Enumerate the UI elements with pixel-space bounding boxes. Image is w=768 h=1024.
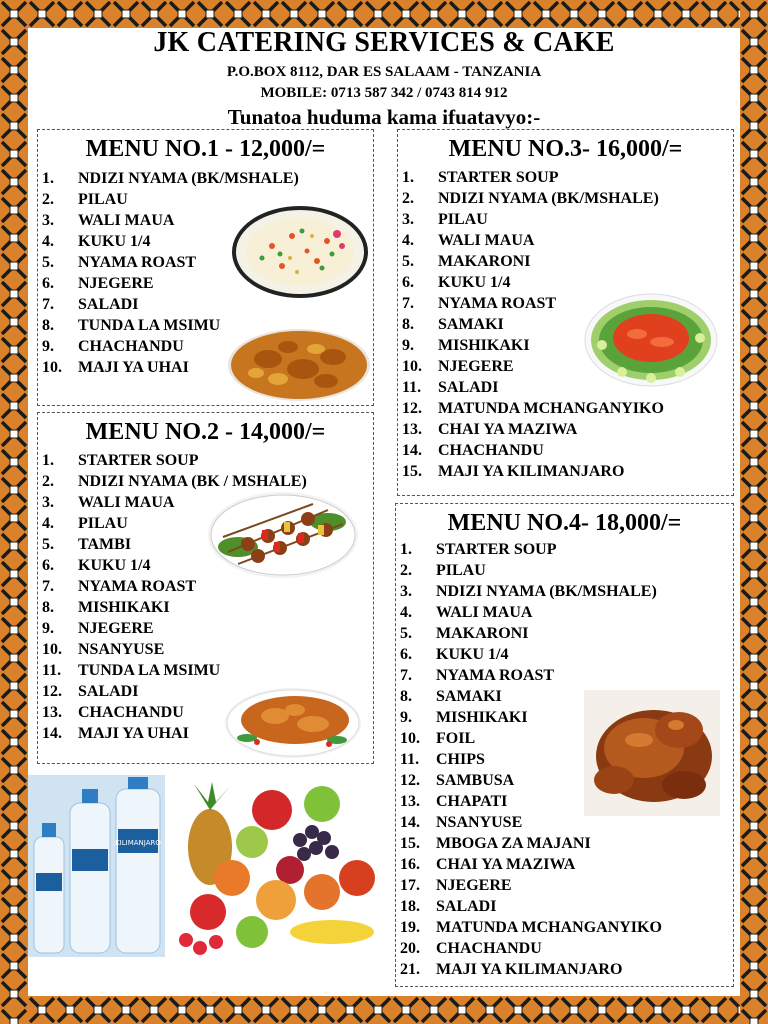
fried-dish-photo <box>225 688 361 758</box>
menu-item-number: 15. <box>400 835 420 852</box>
decorative-border-bottom <box>0 996 768 1024</box>
menu-item-number: 8. <box>42 317 54 334</box>
menu-item-number: 14. <box>42 725 62 742</box>
fruits-photo <box>172 782 383 957</box>
menu-item-label: FOIL <box>436 730 476 747</box>
menu-item-label: MATUNDA MCHANGANYIKO <box>436 919 662 936</box>
menu-item-number: 11. <box>400 751 420 768</box>
menu-item-number: 7. <box>42 296 54 313</box>
menu-item-label: MAKARONI <box>436 625 529 642</box>
menu-4-title: MENU NO.4- 18,000/= <box>447 510 682 536</box>
menu-item-number: 12. <box>42 683 62 700</box>
menu-item-number: 12. <box>400 772 420 789</box>
menu-item-number: 5. <box>42 536 54 553</box>
menu-item-label: MAJI YA UHAI <box>78 359 189 376</box>
menu-item-label: MAJI YA KILIMANJARO <box>438 463 625 480</box>
tagline: Tunatoa huduma kama ifuatavyo:- <box>227 105 541 129</box>
menu-item-label: NSANYUSE <box>78 641 165 658</box>
menu-item-number: 14. <box>402 442 422 459</box>
menu-item-label: MBOGA ZA MAJANI <box>436 835 591 852</box>
menu-item-number: 10. <box>402 358 422 375</box>
menu-item <box>400 602 662 623</box>
menu-item <box>400 875 662 896</box>
menu-item <box>400 644 662 665</box>
menu-item-number: 10. <box>400 730 420 747</box>
bottle-brand-label: KILIMANJARO <box>115 839 161 847</box>
menu-item-number: 7. <box>42 578 54 595</box>
menu-item <box>42 639 307 660</box>
menu-item-number: 10. <box>42 641 62 658</box>
menu-item-label: MAKARONI <box>438 253 531 270</box>
menu-item-number: 3. <box>400 583 412 600</box>
menu-item-number: 11. <box>402 379 422 396</box>
menu-item <box>402 440 664 461</box>
menu-item <box>402 461 664 482</box>
menu-item-label: NDIZI NYAMA (BK/MSHALE) <box>78 170 299 187</box>
menu-item-number: 13. <box>402 421 422 438</box>
menu-item-number: 6. <box>42 275 54 292</box>
menu-item-number: 3. <box>42 212 54 229</box>
menu-1-title: MENU NO.1 - 12,000/= <box>85 136 326 162</box>
menu-item-label: STARTER SOUP <box>78 452 199 469</box>
menu-item <box>400 959 662 980</box>
decorative-border-left <box>0 0 28 1024</box>
menu-item-label: MAJI YA UHAI <box>78 725 189 742</box>
menu-item-label: CHAI YA MAZIWA <box>436 856 576 873</box>
menu-item-number: 4. <box>42 233 54 250</box>
menu-item <box>400 938 662 959</box>
menu-item <box>42 450 307 471</box>
menu-item-label: KUKU 1/4 <box>438 274 511 291</box>
menu-item-label: WALI MAUA <box>438 232 535 249</box>
menu-item-label: WALI MAUA <box>78 212 175 229</box>
menu-item-label: MAJI YA KILIMANJARO <box>436 961 623 978</box>
menu-item-label: NJEGERE <box>436 877 512 894</box>
menu-item-label: WALI MAUA <box>78 494 175 511</box>
menu-item-number: 13. <box>400 793 420 810</box>
menu-item-label: NDIZI NYAMA (BK/MSHALE) <box>436 583 657 600</box>
menu-item-label: WALI MAUA <box>436 604 533 621</box>
rice-photo <box>232 206 368 298</box>
menu-item-number: 4. <box>42 515 54 532</box>
menu-item <box>400 581 662 602</box>
menu-item-label: TAMBI <box>78 536 132 553</box>
menu-item <box>42 576 307 597</box>
menu-item-number: 12. <box>402 400 422 417</box>
menu-item <box>42 315 299 336</box>
menu-item-number: 8. <box>402 316 414 333</box>
menu-item <box>402 188 664 209</box>
menu-item <box>42 660 307 681</box>
menu-item-number: 19. <box>400 919 420 936</box>
menu-item-label: MISHIKAKI <box>78 599 170 616</box>
menu-item-number: 2. <box>42 473 54 490</box>
menu-item-label: SAMAKI <box>438 316 504 333</box>
menu-item-number: 14. <box>400 814 420 831</box>
stew-photo <box>228 329 370 401</box>
company-title: JK CATERING SERVICES & CAKE <box>153 27 615 58</box>
roast-chicken-photo <box>584 690 720 816</box>
menu-item-label: NDIZI NYAMA (BK / MSHALE) <box>78 473 307 490</box>
menu-item-number: 9. <box>400 709 412 726</box>
menu-item-number: 6. <box>400 646 412 663</box>
decorative-border-top <box>0 0 768 28</box>
menu-item-label: KUKU 1/4 <box>436 646 509 663</box>
menu-item-label: PILAU <box>438 211 488 228</box>
menu-item <box>400 539 662 560</box>
menu-item <box>400 665 662 686</box>
menu-item-number: 21. <box>400 961 420 978</box>
menu-item-number: 1. <box>42 170 54 187</box>
menu-item <box>42 294 299 315</box>
menu-item-label: CHIPS <box>436 751 485 768</box>
menu-item-label: NSANYUSE <box>436 814 523 831</box>
menu-item-label: NJEGERE <box>438 358 514 375</box>
menu-item <box>402 167 664 188</box>
menu-item-label: CHACHANDU <box>78 338 184 355</box>
menu-item-label: NYAMA ROAST <box>436 667 555 684</box>
menu-item-label: SAMBUSA <box>436 772 515 789</box>
menu-item-number: 6. <box>402 274 414 291</box>
menu-item-number: 1. <box>402 169 414 186</box>
menu-item-label: MATUNDA MCHANGANYIKO <box>438 400 664 417</box>
menu-item <box>400 833 662 854</box>
menu-item-label: STARTER SOUP <box>438 169 559 186</box>
menu-item <box>400 917 662 938</box>
kebab-photo <box>208 492 358 578</box>
menu-item-label: CHACHANDU <box>78 704 184 721</box>
menu-item-label: NYAMA ROAST <box>78 254 197 271</box>
menu-item-number: 5. <box>400 625 412 642</box>
menu-item-number: 3. <box>42 494 54 511</box>
menu-item <box>400 623 662 644</box>
menu-item-number: 2. <box>402 190 414 207</box>
menu-item-number: 1. <box>400 541 412 558</box>
menu-item <box>42 189 299 210</box>
menu-item-number: 2. <box>42 191 54 208</box>
menu-item-label: PILAU <box>78 515 128 532</box>
menu-item-label: PILAU <box>436 562 486 579</box>
menu-item <box>42 597 307 618</box>
menu-item-label: CHACHANDU <box>438 442 544 459</box>
menu-item-label: CHACHANDU <box>436 940 542 957</box>
menu-item-number: 9. <box>42 338 54 355</box>
menu-item-number: 17. <box>400 877 420 894</box>
water-bottles-photo <box>28 775 165 957</box>
menu-item-number: 5. <box>42 254 54 271</box>
menu-item-number: 15. <box>402 463 422 480</box>
menu-item-number: 4. <box>402 232 414 249</box>
menu-item-label: NDIZI NYAMA (BK/MSHALE) <box>438 190 659 207</box>
menu-item <box>402 251 664 272</box>
menu-item-number: 13. <box>42 704 62 721</box>
menu-item-number: 7. <box>400 667 412 684</box>
menu-2-title: MENU NO.2 - 14,000/= <box>85 419 326 445</box>
menu-item-number: 6. <box>42 557 54 574</box>
menu-item-label: NYAMA ROAST <box>78 578 197 595</box>
menu-item-label: SALADI <box>78 683 139 700</box>
menu-item-number: 7. <box>402 295 414 312</box>
menu-item-number: 1. <box>42 452 54 469</box>
menu-item-label: TUNDA LA MSIMU <box>78 317 221 334</box>
menu-item <box>402 398 664 419</box>
decorative-border-right <box>740 0 768 1024</box>
menu-item-label: STARTER SOUP <box>436 541 557 558</box>
menu-item-label: SALADI <box>436 898 497 915</box>
menu-item <box>42 168 299 189</box>
menu-item-number: 4. <box>400 604 412 621</box>
menu-item-label: SAMAKI <box>436 688 502 705</box>
menu-item-number: 8. <box>42 599 54 616</box>
menu-item-label: KUKU 1/4 <box>78 557 151 574</box>
menu-item <box>402 272 664 293</box>
menu-item <box>42 618 307 639</box>
menu-item <box>402 230 664 251</box>
menu-item-label: MISHIKAKI <box>436 709 528 726</box>
menu-item <box>400 896 662 917</box>
company-address: P.O.BOX 8112, DAR ES SALAAM - TANZANIA <box>226 64 542 80</box>
menu-item <box>400 854 662 875</box>
menu-item-label: CHAPATI <box>436 793 508 810</box>
menu-item <box>400 560 662 581</box>
menu-item-label: SALADI <box>438 379 499 396</box>
menu-item-label: SALADI <box>78 296 139 313</box>
menu-item-number: 10. <box>42 359 62 376</box>
menu-item-number: 3. <box>402 211 414 228</box>
menu-item <box>402 419 664 440</box>
menu-item-number: 11. <box>42 662 62 679</box>
menu-item <box>42 471 307 492</box>
menu-item-number: 18. <box>400 898 420 915</box>
menu-item-number: 16. <box>400 856 420 873</box>
menu-item-number: 2. <box>400 562 412 579</box>
company-mobile: MOBILE: 0713 587 342 / 0743 814 912 <box>260 85 508 101</box>
menu-3-title: MENU NO.3- 16,000/= <box>448 136 683 162</box>
menu-item-label: PILAU <box>78 191 128 208</box>
menu-item-number: 20. <box>400 940 420 957</box>
menu-item-label: TUNDA LA MSIMU <box>78 662 221 679</box>
menu-item-label: NJEGERE <box>78 275 154 292</box>
menu-item-label: NJEGERE <box>78 620 154 637</box>
menu-item-label: CHAI YA MAZIWA <box>438 421 578 438</box>
menu-item-number: 5. <box>402 253 414 270</box>
menu-item-label: KUKU 1/4 <box>78 233 151 250</box>
salad-photo <box>582 290 720 390</box>
menu-item-label: NYAMA ROAST <box>438 295 557 312</box>
menu-item-number: 8. <box>400 688 412 705</box>
menu-item-number: 9. <box>402 337 414 354</box>
menu-item-label: MISHIKAKI <box>438 337 530 354</box>
menu-item <box>402 209 664 230</box>
menu-item-number: 9. <box>42 620 54 637</box>
